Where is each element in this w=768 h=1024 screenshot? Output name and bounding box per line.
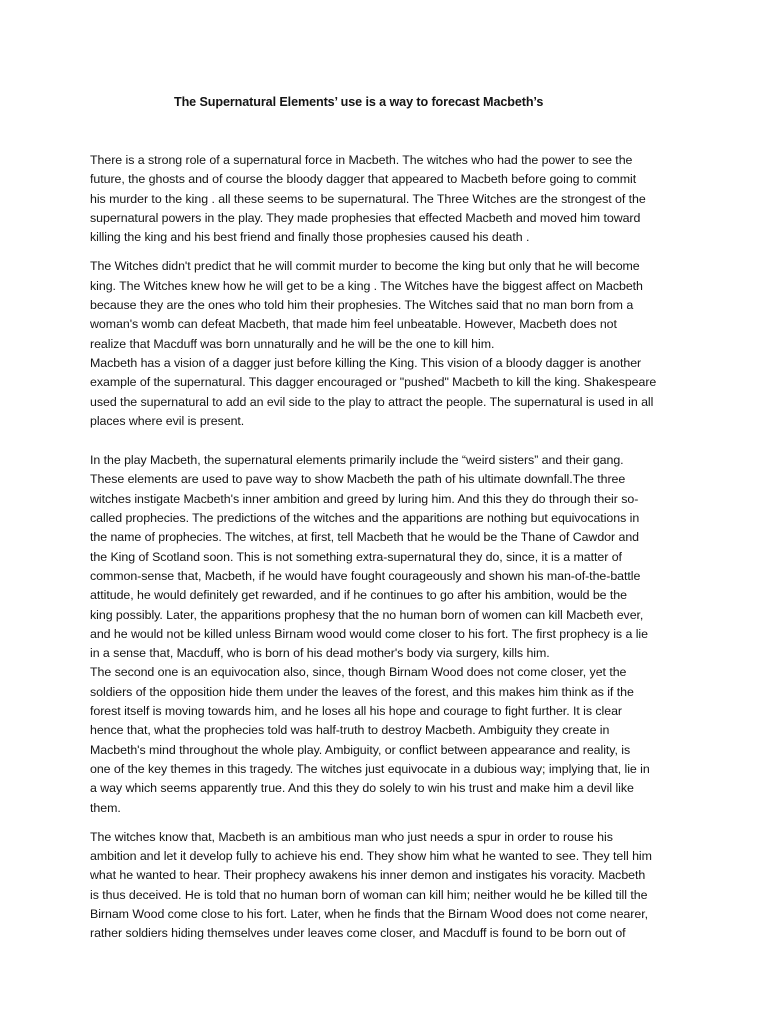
text-line: one of the key themes in this tragedy. The witches just equivocate in a dubious way; implying that, lie in — [90, 761, 650, 776]
paragraph-3 — [90, 354, 668, 431]
text-line: what he wanted to hear. Their prophecy awakens his inner demon and instigates his voracity. Macbeth — [90, 868, 646, 883]
text-line: example of the supernatural. This dagger encouraged or "pushed" Macbeth to kill the king. Shakespeare — [90, 375, 657, 390]
text-line: future, the ghosts and of course the bloody dagger that appeared to Macbeth before going to commit — [90, 172, 637, 187]
text-line: attitude, he would definitely get rewarded, and if he continues to go after his ambition, would be the — [90, 588, 627, 603]
text-line: king. The Witches knew how he will get to be a king . The Witches have the biggest affect on Macbeth — [90, 278, 643, 293]
text-line: These elements are used to pave way to show Macbeth the path of his ultimate downfall.The three — [90, 472, 626, 487]
text-line: woman's womb can defeat Macbeth, that made him feel unbeatable. However, Macbeth does not — [90, 317, 617, 332]
text-line: witches instigate Macbeth's inner ambition and greed by luring him. And this they do through their so- — [90, 491, 639, 506]
text-line: his murder to the king . all these seems to be supernatural. The Three Witches are the strongest of the — [90, 191, 646, 206]
text-line: rather soldiers hiding themselves under leaves come closer, and Macduff is found to be born out of — [90, 926, 626, 941]
text-line: forest itself is moving towards him, and he loses all his hope and courage to fight further. It is clear — [90, 704, 623, 719]
paragraph-2 — [90, 257, 668, 353]
text-line: Macbeth's mind throughout the whole play. Ambiguity, or conflict between appearance and reality, is — [90, 742, 631, 757]
text-line: Macbeth has a vision of a dagger just before killing the King. This vision of a bloody dagger is another — [90, 355, 642, 370]
text-line: is thus deceived. He is told that no human born of woman can kill him; neither would he be killed till the — [90, 887, 648, 902]
text-line: them. — [90, 800, 121, 815]
text-line: soldiers of the opposition hide them under the leaves of the forest, and this makes him think as if the — [90, 684, 634, 699]
text-line: and he would not be killed unless Birnam wood would come closer to his fort. The first prophecy is a lie — [90, 626, 648, 641]
text-line: the King of Scotland soon. This is not something extra-supernatural they do, since, it is a matter of — [90, 549, 622, 564]
paragraph-1 — [90, 151, 668, 247]
text-line: The witches know that, Macbeth is an ambitious man who just needs a spur in order to rouse his — [90, 829, 613, 844]
paragraph-5 — [90, 663, 668, 817]
text-line: used the supernatural to add an evil side to the play to attract the people. The supernatural is used in all — [90, 394, 654, 409]
text-line: realize that Macduff was born unnaturally and he will be the one to kill him. — [90, 336, 495, 351]
text-line: the name of prophecies. The witches, at first, tell Macbeth that he would be the Thane of Cawdor and — [90, 530, 640, 545]
document-title: The Supernatural Elements’ use is a way to forecast Macbeth’s — [174, 95, 544, 109]
text-line: king possibly. Later, the apparitions prophesy that the no human born of women can kill Macbeth ever, — [90, 607, 644, 622]
text-line: killing the king and his best friend and finally those prophesies caused his death . — [90, 230, 530, 245]
text-line: supernatural powers in the play. They made prophesies that effected Macbeth and moved him toward — [90, 210, 641, 225]
paragraph-4 — [90, 451, 668, 663]
text-line: The second one is an equivocation also, since, though Birnam Wood does not come closer, yet the — [90, 665, 627, 680]
text-line: There is a strong role of a supernatural force in Macbeth. The witches who had the power to see the — [90, 153, 633, 167]
text-line: places where evil is present. — [90, 413, 245, 428]
text-line: because they are the ones who told him their prophesies. The Witches said that no man born from a — [90, 298, 634, 313]
text-line: Birnam Wood come close to his fort. Later, when he finds that the Birnam Wood does not come nearer, — [90, 906, 648, 921]
text-line: ambition and let it develop fully to achieve his end. They show him what he wanted to see. They tell him — [90, 849, 652, 864]
text-line: The Witches didn't predict that he will commit murder to become the king but only that he will become — [90, 259, 640, 274]
text-line: hence that, what the prophecies told was half-truth to destroy Macbeth. Ambiguity they create in — [90, 723, 610, 738]
text-line: called prophecies. The predictions of the witches and the apparitions are nothing but equivocations in — [90, 511, 640, 526]
text-line: a way which seems apparently true. And this they do solely to win his trust and make him a devil like — [90, 781, 634, 796]
text-line: In the play Macbeth, the supernatural elements primarily include the “weird sisters” and their gang. — [90, 453, 624, 468]
text-line: common-sense that, Macbeth, if he would have fought courageously and shown his man-of-the-battle — [90, 568, 641, 583]
paragraph-6 — [90, 828, 668, 944]
text-line: in a sense that, Macduff, who is born of his dead mother's body via surgery, kills him. — [90, 646, 550, 661]
